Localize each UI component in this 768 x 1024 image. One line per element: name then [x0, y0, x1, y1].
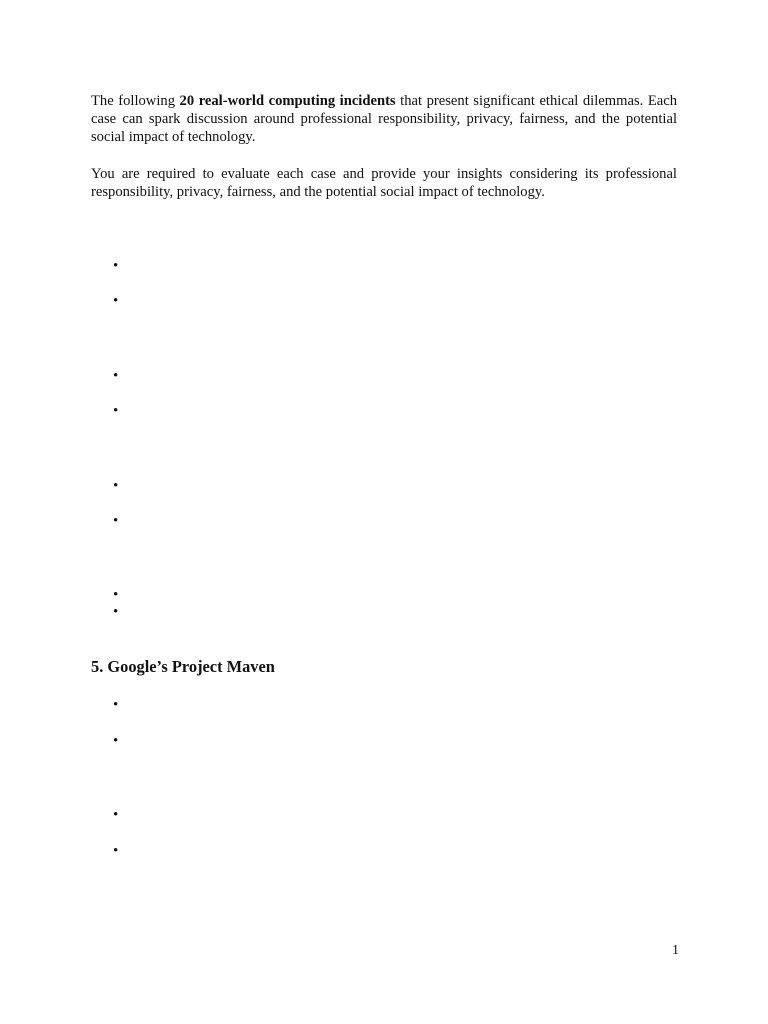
intro-bold-phrase: 20 real-world computing incidents — [179, 93, 396, 109]
bullet-marker: • — [113, 478, 119, 494]
bullet-marker: • — [113, 843, 119, 859]
bullet-marker: • — [113, 513, 119, 529]
bullet-marker: • — [113, 807, 119, 823]
section-heading: 5. Google’s Project Maven — [91, 657, 275, 676]
bullet-marker: • — [113, 604, 119, 620]
bullet-marker: • — [113, 403, 119, 419]
bullet-marker: • — [113, 368, 119, 384]
bullet-marker: • — [113, 587, 119, 603]
instruction-paragraph: You are required to evaluate each case and provide your insights considering its professional responsibility, privacy, fairness, and the potential social impact of technology. — [91, 166, 677, 200]
intro-text-start: The following — [91, 93, 180, 109]
bullet-marker: • — [113, 697, 119, 713]
intro-text-end: that present significant ethical dilemmas. Each case can spark discussion around professional responsibility, privacy, fairness, and the potential social impact of technology. — [91, 93, 677, 145]
bullet-marker: • — [113, 258, 119, 274]
intro-paragraph — [91, 92, 677, 146]
bullet-marker: • — [113, 293, 119, 309]
page-number: 1 — [672, 943, 679, 958]
bullet-marker: • — [113, 733, 119, 749]
